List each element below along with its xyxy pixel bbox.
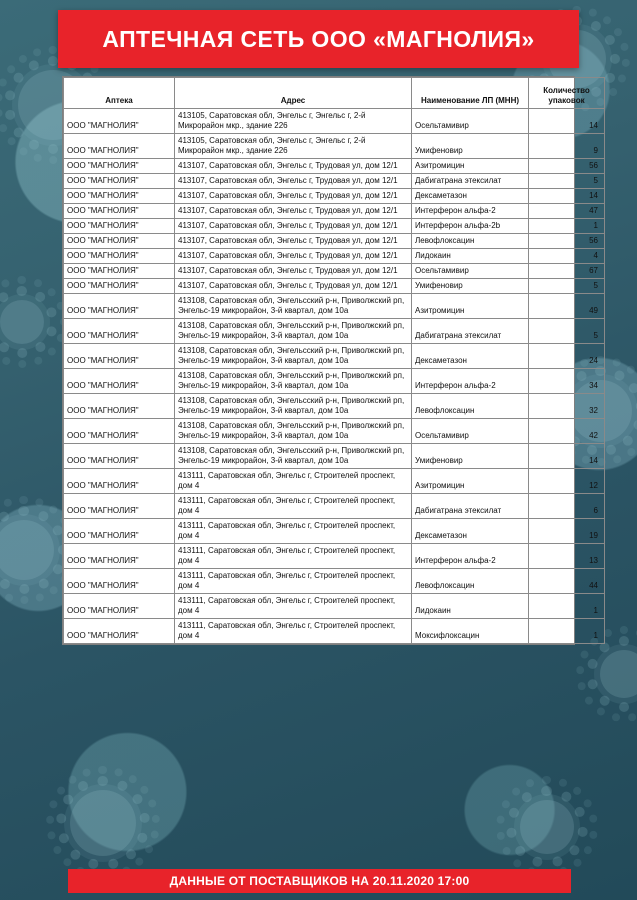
cell-pharmacy: ООО "МАГНОЛИЯ"	[64, 249, 175, 264]
footer-banner	[68, 869, 571, 893]
cell-quantity: 6	[529, 494, 605, 519]
table-row	[64, 469, 605, 494]
cell-quantity: 1	[529, 619, 605, 644]
virus-decoration	[600, 650, 637, 698]
cell-drug-name: Дабигатрана этексилат	[412, 174, 529, 189]
table-row	[64, 174, 605, 189]
cell-pharmacy: ООО "МАГНОЛИЯ"	[64, 134, 175, 159]
table-row	[64, 419, 605, 444]
table-row	[64, 444, 605, 469]
table-header-row	[64, 78, 605, 109]
cell-address: 413111, Саратовская обл, Энгельс г, Строителей проспект, дом 4	[175, 519, 412, 544]
cell-pharmacy: ООО "МАГНОЛИЯ"	[64, 189, 175, 204]
cell-drug-name: Левофлоксацин	[412, 569, 529, 594]
cell-drug-name: Левофлоксацин	[412, 234, 529, 249]
cell-quantity: 47	[529, 204, 605, 219]
cell-quantity: 19	[529, 519, 605, 544]
cell-drug-name: Умифеновир	[412, 444, 529, 469]
footer-text: ДАННЫЕ ОТ ПОСТАВЩИКОВ НА 20.11.2020 17:00	[169, 874, 470, 888]
cell-pharmacy: ООО "МАГНОЛИЯ"	[64, 419, 175, 444]
cell-address: 413105, Саратовская обл, Энгельс г, Энгельс г, 2-й Микрорайон мкр., здание 226	[175, 134, 412, 159]
cell-drug-name: Азитромицин	[412, 294, 529, 319]
cell-quantity: 5	[529, 279, 605, 294]
table-row	[64, 159, 605, 174]
cell-quantity: 67	[529, 264, 605, 279]
cell-pharmacy: ООО "МАГНОЛИЯ"	[64, 174, 175, 189]
table-row	[64, 619, 605, 644]
cell-address: 413107, Саратовская обл, Энгельс г, Трудовая ул, дом 12/1	[175, 279, 412, 294]
cell-drug-name: Интерферон альфа-2	[412, 369, 529, 394]
cell-address: 413107, Саратовская обл, Энгельс г, Трудовая ул, дом 12/1	[175, 219, 412, 234]
cell-pharmacy: ООО "МАГНОЛИЯ"	[64, 344, 175, 369]
cell-drug-name: Моксифлоксацин	[412, 619, 529, 644]
drug-stock-table	[63, 77, 605, 644]
cell-quantity: 9	[529, 134, 605, 159]
table-row	[64, 189, 605, 204]
cell-drug-name: Осельтамивир	[412, 264, 529, 279]
table-row	[64, 344, 605, 369]
cell-address: 413111, Саратовская обл, Энгельс г, Строителей проспект, дом 4	[175, 494, 412, 519]
cell-quantity: 24	[529, 344, 605, 369]
cell-pharmacy: ООО "МАГНОЛИЯ"	[64, 594, 175, 619]
cell-pharmacy: ООО "МАГНОЛИЯ"	[64, 264, 175, 279]
cell-quantity: 12	[529, 469, 605, 494]
drug-stock-table-container	[62, 76, 598, 645]
cell-address: 413107, Саратовская обл, Энгельс г, Трудовая ул, дом 12/1	[175, 264, 412, 279]
cell-quantity: 56	[529, 234, 605, 249]
table-row	[64, 234, 605, 249]
table-row	[64, 394, 605, 419]
cell-quantity: 14	[529, 189, 605, 204]
cell-drug-name: Азитромицин	[412, 159, 529, 174]
cell-drug-name: Азитромицин	[412, 469, 529, 494]
column-header-pharmacy: Аптека	[64, 78, 175, 109]
cell-pharmacy: ООО "МАГНОЛИЯ"	[64, 519, 175, 544]
table-row	[64, 249, 605, 264]
cell-pharmacy: ООО "МАГНОЛИЯ"	[64, 469, 175, 494]
cell-pharmacy: ООО "МАГНОЛИЯ"	[64, 369, 175, 394]
cell-pharmacy: ООО "МАГНОЛИЯ"	[64, 219, 175, 234]
cell-pharmacy: ООО "МАГНОЛИЯ"	[64, 394, 175, 419]
cell-drug-name: Интерферон альфа-2	[412, 204, 529, 219]
cell-drug-name: Умифеновир	[412, 279, 529, 294]
table-row	[64, 544, 605, 569]
cell-address: 413108, Саратовская обл, Энгельсский р-н, Приволжский рп, Энгельс-19 микрорайон, 3-й квартал, дом 10а	[175, 419, 412, 444]
cell-quantity: 44	[529, 569, 605, 594]
table-row	[64, 219, 605, 234]
table-row	[64, 319, 605, 344]
cell-drug-name: Осельтамивир	[412, 419, 529, 444]
cell-address: 413108, Саратовская обл, Энгельсский р-н, Приволжский рп, Энгельс-19 микрорайон, 3-й квартал, дом 10а	[175, 394, 412, 419]
cell-pharmacy: ООО "МАГНОЛИЯ"	[64, 159, 175, 174]
virus-decoration	[70, 790, 136, 856]
table-row	[64, 109, 605, 134]
cell-quantity: 32	[529, 394, 605, 419]
virus-decoration	[520, 800, 574, 854]
cell-drug-name: Дексаметазон	[412, 189, 529, 204]
cell-address: 413108, Саратовская обл, Энгельсский р-н, Приволжский рп, Энгельс-19 микрорайон, 3-й квартал, дом 10а	[175, 444, 412, 469]
cell-address: 413108, Саратовская обл, Энгельсский р-н, Приволжский рп, Энгельс-19 микрорайон, 3-й квартал, дом 10а	[175, 294, 412, 319]
cell-drug-name: Лидокаин	[412, 249, 529, 264]
cell-drug-name: Умифеновир	[412, 134, 529, 159]
cell-pharmacy: ООО "МАГНОЛИЯ"	[64, 279, 175, 294]
cell-drug-name: Интерферон альфа-2b	[412, 219, 529, 234]
cell-address: 413105, Саратовская обл, Энгельс г, Энгельс г, 2-й Микрорайон мкр., здание 226	[175, 109, 412, 134]
table-row	[64, 279, 605, 294]
table-row	[64, 294, 605, 319]
cell-quantity: 5	[529, 174, 605, 189]
table-row	[64, 519, 605, 544]
cell-pharmacy: ООО "МАГНОЛИЯ"	[64, 569, 175, 594]
cell-address: 413107, Саратовская обл, Энгельс г, Трудовая ул, дом 12/1	[175, 234, 412, 249]
table-row	[64, 204, 605, 219]
cell-quantity: 49	[529, 294, 605, 319]
cell-quantity: 14	[529, 444, 605, 469]
cell-drug-name: Дабигатрана этексилат	[412, 494, 529, 519]
table-row	[64, 264, 605, 279]
virus-decoration	[0, 520, 54, 580]
cell-quantity: 14	[529, 109, 605, 134]
cell-address: 413107, Саратовская обл, Энгельс г, Трудовая ул, дом 12/1	[175, 189, 412, 204]
cell-address: 413111, Саратовская обл, Энгельс г, Строителей проспект, дом 4	[175, 469, 412, 494]
cell-quantity: 5	[529, 319, 605, 344]
cell-address: 413108, Саратовская обл, Энгельсский р-н, Приволжский рп, Энгельс-19 микрорайон, 3-й квартал, дом 10а	[175, 369, 412, 394]
column-header-address: Адрес	[175, 78, 412, 109]
cell-address: 413107, Саратовская обл, Энгельс г, Трудовая ул, дом 12/1	[175, 159, 412, 174]
cell-pharmacy: ООО "МАГНОЛИЯ"	[64, 544, 175, 569]
cell-pharmacy: ООО "МАГНОЛИЯ"	[64, 319, 175, 344]
cell-pharmacy: ООО "МАГНОЛИЯ"	[64, 619, 175, 644]
cell-drug-name: Дексаметазон	[412, 519, 529, 544]
cell-drug-name: Осельтамивир	[412, 109, 529, 134]
cell-address: 413111, Саратовская обл, Энгельс г, Строителей проспект, дом 4	[175, 544, 412, 569]
cell-pharmacy: ООО "МАГНОЛИЯ"	[64, 109, 175, 134]
table-row	[64, 494, 605, 519]
cell-address: 413108, Саратовская обл, Энгельсский р-н, Приволжский рп, Энгельс-19 микрорайон, 3-й квартал, дом 10а	[175, 344, 412, 369]
cell-quantity: 56	[529, 159, 605, 174]
cell-quantity: 13	[529, 544, 605, 569]
cell-address: 413107, Саратовская обл, Энгельс г, Трудовая ул, дом 12/1	[175, 204, 412, 219]
cell-quantity: 34	[529, 369, 605, 394]
cell-drug-name: Интерферон альфа-2	[412, 544, 529, 569]
table-row	[64, 369, 605, 394]
cell-quantity: 1	[529, 219, 605, 234]
cell-quantity: 4	[529, 249, 605, 264]
cell-drug-name: Левофлоксацин	[412, 394, 529, 419]
cell-drug-name: Дексаметазон	[412, 344, 529, 369]
cell-address: 413111, Саратовская обл, Энгельс г, Строителей проспект, дом 4	[175, 594, 412, 619]
cell-quantity: 1	[529, 594, 605, 619]
cell-address: 413107, Саратовская обл, Энгельс г, Трудовая ул, дом 12/1	[175, 174, 412, 189]
cell-quantity: 42	[529, 419, 605, 444]
page-title: АПТЕЧНАЯ СЕТЬ ООО «МАГНОЛИЯ»	[102, 25, 535, 52]
cell-pharmacy: ООО "МАГНОЛИЯ"	[64, 444, 175, 469]
table-row	[64, 594, 605, 619]
header-banner	[58, 10, 579, 68]
cell-address: 413108, Саратовская обл, Энгельсский р-н, Приволжский рп, Энгельс-19 микрорайон, 3-й квартал, дом 10а	[175, 319, 412, 344]
table-row	[64, 134, 605, 159]
cell-address: 413111, Саратовская обл, Энгельс г, Строителей проспект, дом 4	[175, 619, 412, 644]
virus-decoration	[0, 300, 44, 344]
cell-pharmacy: ООО "МАГНОЛИЯ"	[64, 234, 175, 249]
column-header-quantity: Количество упаковок	[529, 78, 605, 109]
cell-drug-name: Лидокаин	[412, 594, 529, 619]
cell-drug-name: Дабигатрана этексилат	[412, 319, 529, 344]
cell-address: 413107, Саратовская обл, Энгельс г, Трудовая ул, дом 12/1	[175, 249, 412, 264]
cell-pharmacy: ООО "МАГНОЛИЯ"	[64, 204, 175, 219]
cell-address: 413111, Саратовская обл, Энгельс г, Строителей проспект, дом 4	[175, 569, 412, 594]
cell-pharmacy: ООО "МАГНОЛИЯ"	[64, 294, 175, 319]
table-body	[64, 109, 605, 644]
table-header	[64, 78, 605, 109]
table-row	[64, 569, 605, 594]
column-header-drug: Наименование ЛП (МНН)	[412, 78, 529, 109]
cell-pharmacy: ООО "МАГНОЛИЯ"	[64, 494, 175, 519]
